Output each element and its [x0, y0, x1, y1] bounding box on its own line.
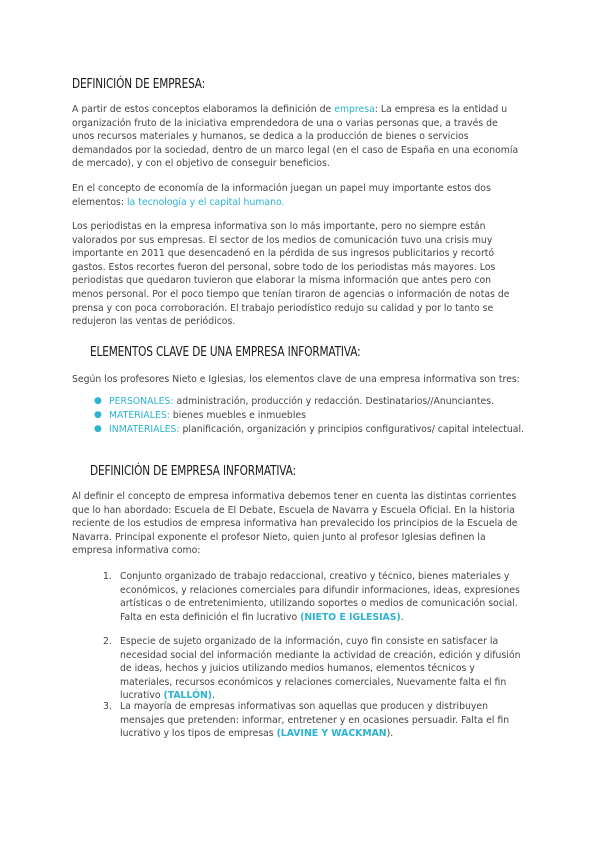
- bullet-icon: ●: [94, 396, 102, 406]
- item-end: .: [212, 690, 215, 702]
- item-number: 2.: [103, 636, 112, 647]
- item-text: Especie de sujeto organizado de la información, cuyo fin consiste en satisfacer la necesidad social del información mediante la actividad de creación, edición y difusión de ideas, hechos y juicios utilizando medios humanos, elementos técnicos y materiales, recursos económicos y relaciones comerciales, Nuevamente falta el fin lucrativo: [120, 636, 521, 702]
- heading-definicion-empresa: DEFINICIÓN DE EMPRESA:: [72, 76, 206, 92]
- item-text: Conjunto organizado de trabajo redaccional, creativo y técnico, bienes materiales y económicos, y relaciones comerciales para difundir informaciones, ideas, expresiones artísticas o de entretenimiento, utilizando soportes o medios de comunicación social. Falta en esta definición el fin lucrativo: [120, 571, 520, 623]
- bullet-text: administración, producción y redacción. Destinatarios//Anunciantes.: [173, 396, 495, 407]
- paragraph-profesores: Según los profesores Nieto e Iglesias, los elementos clave de una empresa informativa son tres:: [72, 374, 520, 385]
- item-end: .: [400, 611, 404, 623]
- item-end: ).: [386, 728, 394, 740]
- item-author: (NIETO E IGLESIAS): [300, 611, 401, 623]
- bullet-label: INMATERIALES:: [109, 424, 180, 435]
- item-author: (LAVINE Y WACKMAN: [276, 728, 387, 740]
- bullet-text: planificación, organización y principios configurativos/ capital intelectual.: [179, 424, 524, 435]
- paragraph-corrientes: Al definir el concepto de empresa informativa debemos tener en cuenta las distintas corrientes que lo han abordado: Escuela de El Debate, Escuela de Navarra y Escuela Oficial. En la historia reciente de los estudios de empresa informativa han prevalecido los principios de la Escuela de Navarra. Principal exponente el profesor Nieto, quien junto al profesor Iglesias definen la empresa informativa como:: [72, 491, 518, 557]
- paragraph-text: En el concepto de economía de la información juegan un papel muy importante estos dos elementos:: [72, 183, 491, 208]
- item-author: (TALLÓN): [163, 690, 212, 702]
- bullet-icon: ●: [94, 424, 102, 434]
- item-text: La mayoría de empresas informativas son aquellas que producen y distribuyen mensajes que pretenden: informar, entretener y en ocasiones persuadir. Falta el fin lucrativo y los tipos de empresas: [120, 701, 510, 740]
- bullet-icon: ●: [94, 410, 102, 420]
- paragraph-economia: [72, 182, 522, 209]
- bullet-label: PERSONALES:: [109, 396, 174, 407]
- item-number: 3.: [103, 701, 112, 712]
- bullet-text: bienes muebles e inmuebles: [169, 410, 306, 421]
- item-number: 1.: [103, 571, 112, 582]
- numbered-item: [103, 635, 530, 703]
- empresa-link[interactable]: empresa: [334, 104, 375, 115]
- paragraph-definicion: [72, 103, 522, 171]
- numbered-item: [103, 570, 530, 624]
- paragraph-periodistas: Los periodistas en la empresa informativa son lo más importante, pero no siempre están valorados por sus empresas. El sector de los medios de comunicación tuvo una crisis muy importante en 2011 que desencadenó en la pérdida de sus ingresos publicitarios y recortó gastos. Estos recortes fueron del personal, sobre todo de los periodistas más mayores. Los periodistas que quedaron tuvieron que elaborar la misma información que antes pero con menos personal. Por el poco tiempo que tenían tiraron de agencias o información de notas de prensa y con poca corroboración. El trabajo periodístico redujo su calidad y por lo tanto se redujeron las ventas de periódicos.: [72, 221, 510, 328]
- bullet-label: MATERIALES:: [109, 410, 170, 421]
- paragraph-text: : La empresa es la entidad u organización fruto de la iniciativa emprendedora de una o varias personas que, a través de unos recursos materiales y humanos, se dedica a la producción de bienes o servicios demandados por la sociedad, dentro de un marco legal (en el caso de España en una economía de mercado), y con el objetivo de conseguir beneficios.: [72, 104, 519, 170]
- numbered-item: [103, 700, 530, 741]
- heading-empresa-informativa: DEFINICIÓN DE EMPRESA INFORMATIVA:: [90, 463, 296, 479]
- paragraph-text: A partir de estos conceptos elaboramos la definición de: [72, 104, 335, 115]
- heading-elementos-clave: ELEMENTOS CLAVE DE UNA EMPRESA INFORMATIVA:: [90, 344, 361, 360]
- tecnologia-link[interactable]: la tecnología y el capital humano.: [126, 196, 285, 208]
